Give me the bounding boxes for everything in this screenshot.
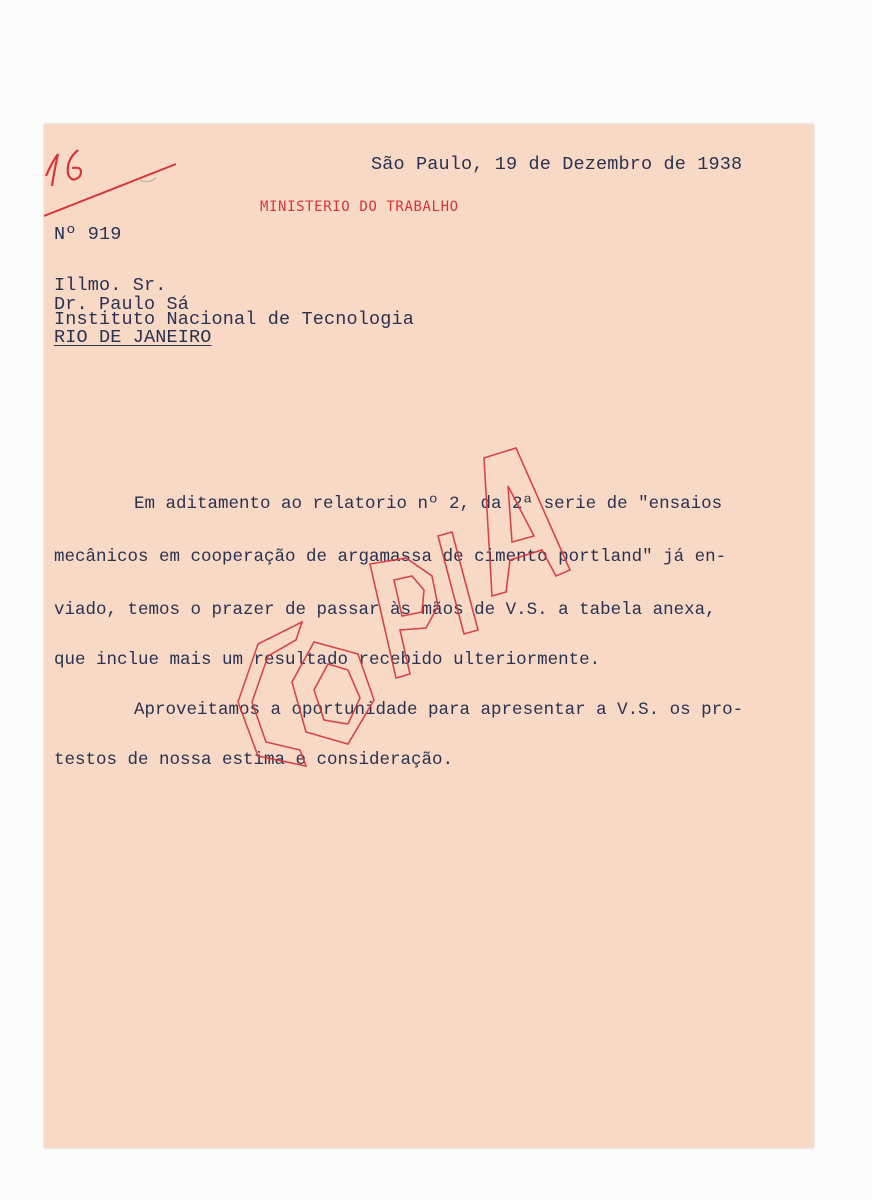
reference-number: Nº 919 (54, 224, 122, 245)
copia-watermark-stamp (44, 124, 814, 1148)
recipient-institution: Instituto Nacional de Tecnologia (54, 309, 415, 330)
body-line: que inclue mais um resultado recebido ulteriormente. (54, 650, 601, 670)
recipient-city: RIO DE JANEIRO (54, 327, 212, 348)
ministry-stamp: MINISTERIO DO TRABALHO (260, 199, 459, 215)
recipient-salutation: Illmo. Sr. (54, 275, 167, 296)
recipient-name: Dr. Paulo Sá (54, 294, 190, 315)
place-date: São Paulo, 19 de Dezembro de 1938 (371, 154, 743, 175)
body-line: testos de nossa estima e consideração. (54, 750, 454, 770)
body-line: mecânicos em cooperação de argamassa de cimento portland" já en- (54, 547, 727, 567)
body-line: Aproveitamos a oportunidade para apresentar a V.S. os pro- (134, 700, 744, 720)
body-line: viado, temos o prazer de passar às mãos de V.S. a tabela anexa, (54, 600, 716, 620)
letter-sheet (44, 124, 814, 1148)
body-line: Em aditamento ao relatorio nº 2, da 2ª serie de "ensaios (134, 494, 723, 514)
